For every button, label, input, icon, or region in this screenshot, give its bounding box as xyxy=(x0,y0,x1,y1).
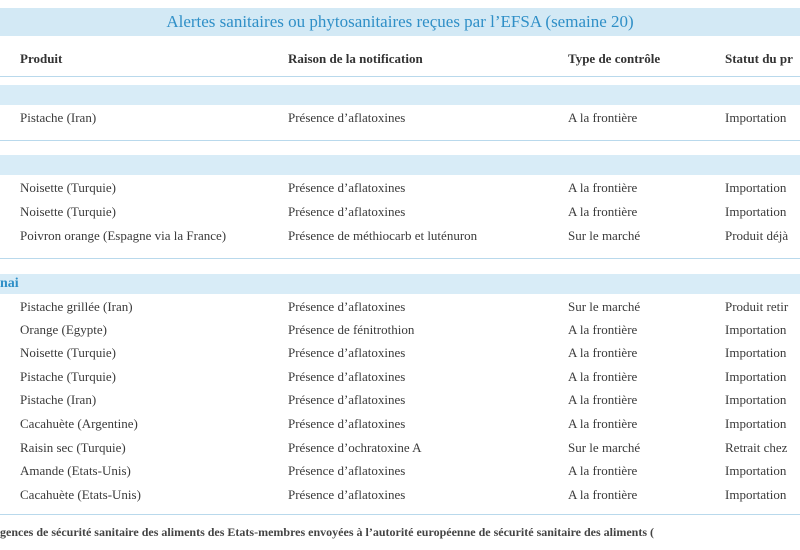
cell-statut: Produit retir xyxy=(725,299,789,314)
table-row xyxy=(0,342,800,365)
table-row xyxy=(0,484,800,507)
row-divider xyxy=(0,140,800,141)
footnote-text: gences de sécurité sanitaire des aliments des Etats-membres envoyées à l’autorité européenne de sécurité sanitaire des aliments ( xyxy=(0,525,655,539)
cell-raison: Présence d’aflatoxines xyxy=(288,345,406,360)
cell-type: A la frontière xyxy=(568,110,638,125)
section-band-2 xyxy=(0,155,800,175)
cell-produit: Orange (Egypte) xyxy=(20,322,107,337)
table-row xyxy=(0,460,800,483)
cell-raison: Présence d’ochratoxine A xyxy=(288,440,422,455)
cell-raison: Présence d’aflatoxines xyxy=(288,180,406,195)
cell-raison: Présence d’aflatoxines xyxy=(288,204,406,219)
cell-type: A la frontière xyxy=(568,369,638,384)
table-bottom-rule xyxy=(0,514,800,515)
cell-type: A la frontière xyxy=(568,416,638,431)
cell-produit: Pistache grillée (Iran) xyxy=(20,299,133,314)
table-title xyxy=(0,8,800,36)
cell-raison: Présence d’aflatoxines xyxy=(288,369,406,384)
cell-type: A la frontière xyxy=(568,345,638,360)
cell-type: A la frontière xyxy=(568,392,638,407)
cell-produit: Poivron orange (Espagne via la France) xyxy=(20,228,227,243)
cell-statut: Retrait chez xyxy=(725,440,788,455)
cell-produit: Pistache (Iran) xyxy=(20,110,97,125)
cell-type: Sur le marché xyxy=(568,299,641,314)
cell-raison: Présence d’aflatoxines xyxy=(288,487,406,502)
table-row xyxy=(0,225,800,248)
header-statut: Statut du pr xyxy=(725,51,793,66)
cell-raison: Présence d’aflatoxines xyxy=(288,299,406,314)
table-row xyxy=(0,107,800,130)
table-row xyxy=(0,437,800,460)
cell-statut: Importation xyxy=(725,204,787,219)
table-row xyxy=(0,319,800,342)
cell-statut: Importation xyxy=(725,369,787,384)
cell-statut: Importation xyxy=(725,487,787,502)
cell-type: Sur le marché xyxy=(568,440,641,455)
cell-statut: Produit déjà xyxy=(725,228,789,243)
cell-raison: Présence de méthiocarb et luténuron xyxy=(288,228,478,243)
section-band-1 xyxy=(0,85,800,105)
cell-statut: Importation xyxy=(725,180,787,195)
cell-produit: Amande (Etats-Unis) xyxy=(20,463,131,478)
cell-type: Sur le marché xyxy=(568,228,641,243)
table-footnote xyxy=(0,525,800,547)
table-row xyxy=(0,296,800,319)
cell-produit: Cacahuète (Argentine) xyxy=(20,416,138,431)
cell-produit: Pistache (Iran) xyxy=(20,392,97,407)
cell-statut: Importation xyxy=(725,322,787,337)
table-row xyxy=(0,177,800,200)
cell-statut: Importation xyxy=(725,392,787,407)
section-band-3 xyxy=(0,274,800,294)
cell-type: A la frontière xyxy=(568,322,638,337)
cell-produit: Noisette (Turquie) xyxy=(20,180,116,195)
cell-type: A la frontière xyxy=(568,180,638,195)
cell-type: A la frontière xyxy=(568,463,638,478)
header-divider xyxy=(0,76,800,77)
table-row xyxy=(0,389,800,412)
table-row xyxy=(0,201,800,224)
cell-produit: Noisette (Turquie) xyxy=(20,345,116,360)
cell-statut: Importation xyxy=(725,463,787,478)
cell-statut: Importation xyxy=(725,345,787,360)
table-row xyxy=(0,413,800,436)
header-type-controle: Type de contrôle xyxy=(568,51,661,66)
cell-produit: Pistache (Turquie) xyxy=(20,369,116,384)
cell-produit: Noisette (Turquie) xyxy=(20,204,116,219)
cell-type: A la frontière xyxy=(568,204,638,219)
cell-statut: Importation xyxy=(725,416,787,431)
table-row xyxy=(0,366,800,389)
cell-raison: Présence d’aflatoxines xyxy=(288,463,406,478)
section-band-label: nai xyxy=(0,276,19,291)
cell-produit: Raisin sec (Turquie) xyxy=(20,440,126,455)
column-headers xyxy=(0,46,800,74)
cell-raison: Présence de fénitrothion xyxy=(288,322,415,337)
row-divider xyxy=(0,258,800,259)
table-title-text: Alertes sanitaires ou phytosanitaires reçues par l’EFSA (semaine 20) xyxy=(166,12,634,31)
header-raison: Raison de la notification xyxy=(288,51,423,66)
cell-raison: Présence d’aflatoxines xyxy=(288,416,406,431)
header-produit: Produit xyxy=(20,51,63,66)
cell-type: A la frontière xyxy=(568,487,638,502)
cell-raison: Présence d’aflatoxines xyxy=(288,110,406,125)
cell-produit: Cacahuète (Etats-Unis) xyxy=(20,487,141,502)
cell-statut: Importation xyxy=(725,110,787,125)
cell-raison: Présence d’aflatoxines xyxy=(288,392,406,407)
